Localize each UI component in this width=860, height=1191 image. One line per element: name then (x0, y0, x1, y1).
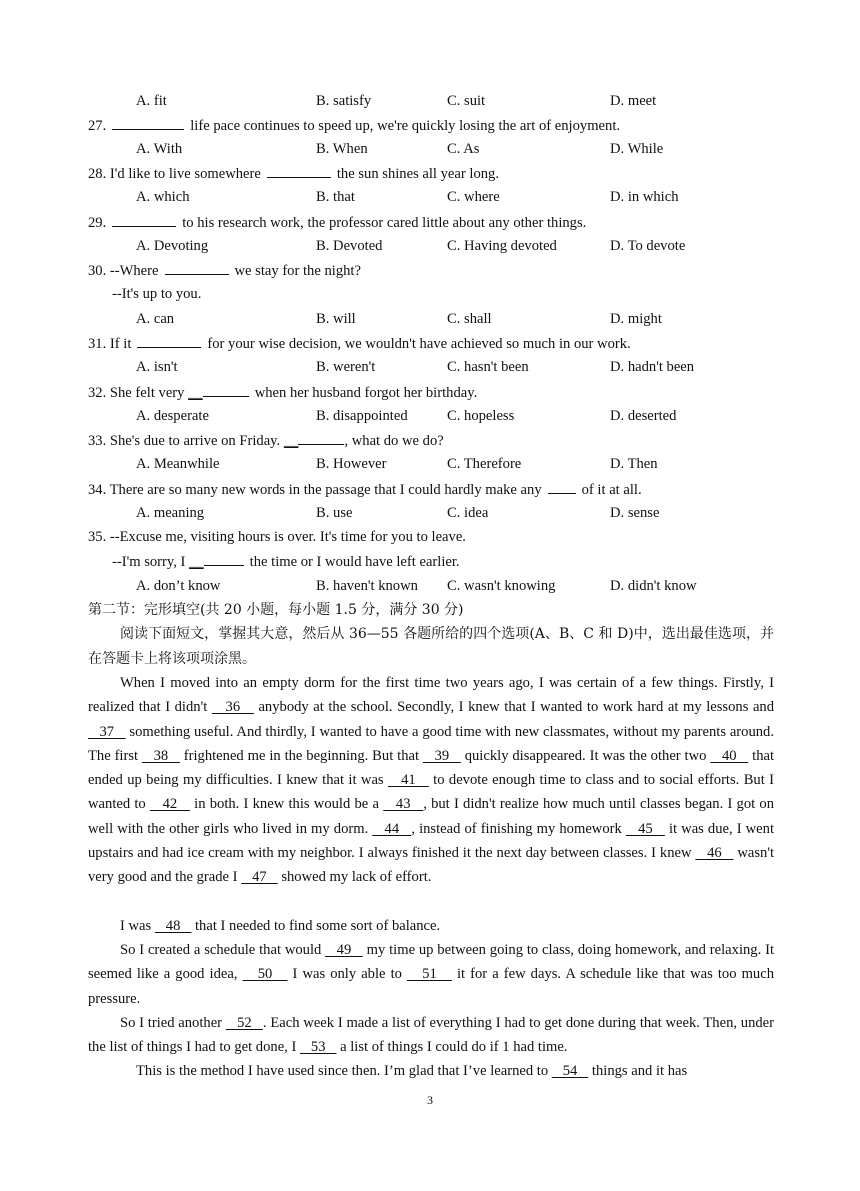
q32-text-after: when her husband forgot her birthday. (254, 385, 478, 401)
passage-blank: 52 (225, 1015, 263, 1031)
q30-option-b: B. will (316, 311, 356, 327)
section2-instruction: 阅读下面短文，掌握其大意，然后从 36—55 各题所给的四个选项(A、B、C 和 D)中，选出最佳选项，并在答题卡上将该项项涂黑。 (88, 626, 774, 667)
passage-blank: 49 (325, 942, 363, 958)
q32-option-d: D. deserted (610, 408, 677, 424)
passage-paragraph-4 (88, 1011, 774, 1060)
q32-option-b: B. disappointed (316, 408, 408, 424)
q31-option-d: D. hadn't been (610, 359, 695, 375)
q26-option-b: B. satisfy (316, 93, 372, 109)
q28-text-after: the sun shines all year long. (336, 166, 499, 182)
q33-text-before: 33. She's due to arrive on Friday. (88, 433, 281, 449)
passage-paragraph-5 (88, 1059, 774, 1083)
q26-option-c: C. suit (447, 93, 486, 109)
q27-text: life pace continues to speed up, we're quickly losing the art of enjoyment. (190, 118, 621, 134)
passage-text: I was (120, 918, 155, 934)
q28-option-d: D. in which (610, 189, 679, 205)
passage-paragraph-2 (88, 914, 774, 938)
q31-blank (137, 331, 201, 348)
q27-option-a: A. With (136, 141, 183, 157)
q33-option-a: A. Meanwhile (136, 456, 220, 472)
passage-blank: 36 (211, 699, 254, 716)
passage-text: , but I didn't realize how much until classes began. I got on well with the other girls who lived in my dorm. (88, 796, 775, 837)
passage-blank: 46 (695, 845, 734, 862)
q35-reply (112, 549, 460, 573)
passage-blank: 37 (88, 723, 126, 740)
q35-text-before: --I'm sorry, I (112, 554, 186, 570)
q30-option-a: A. can (136, 311, 175, 327)
passage-blank: 54 (551, 1063, 589, 1079)
q30-option-c: C. shall (447, 311, 492, 327)
passage-blank: 47 (241, 869, 278, 886)
passage-blank: 53 (299, 1039, 337, 1056)
passage-paragraph-3 (88, 938, 774, 1011)
q29-number: 29. (88, 215, 107, 231)
q34-blank (548, 477, 576, 494)
q33-option-c: C. Therefore (447, 456, 522, 472)
q35-text-after: the time or I would have left earlier. (249, 554, 460, 570)
passage-text: So I tried another (120, 1015, 226, 1031)
q30-option-d: D. might (610, 311, 662, 327)
passage-blank: 42 (149, 796, 190, 813)
q34-text-before: 34. There are so many new words in the passage that I could hardly make any (88, 482, 542, 498)
passage-text: things and it has (588, 1063, 688, 1079)
q35-stem: 35. --Excuse me, visiting hours is over. It's time for you to leave. (88, 529, 466, 545)
passage-blank: 51 (406, 966, 452, 983)
passage-blank: 50 (242, 966, 288, 983)
passage-text: a list of things I could do if 1 had time. (336, 1039, 568, 1056)
passage-blank: 45 (625, 820, 665, 837)
passage-text: , instead of finishing my homework (411, 820, 626, 837)
passage-text: something useful. And thirdly, I wanted to have a good time with new classmates, without my parents around. The first (88, 723, 774, 764)
passage-blank: 43 (383, 796, 424, 813)
q29-option-d: D. To devote (610, 238, 686, 254)
q27-blank (112, 113, 184, 130)
passage-text: showed my lack of effort. (277, 869, 432, 886)
q31-option-c: C. hasn't been (447, 359, 529, 375)
q31-option-a: A. isn't (136, 359, 178, 375)
q31-option-b: B. weren't (316, 359, 376, 375)
q31-text-after: for your wise decision, we wouldn't have achieved so much in our work. (207, 336, 631, 352)
q34-option-d: D. sense (610, 505, 660, 521)
q28-stem (88, 161, 499, 185)
q35-option-d: D. didn't know (610, 578, 697, 594)
passage-text: quickly disappeared. It was the other two (460, 747, 711, 764)
q33-stem (88, 428, 444, 452)
q34-option-c: C. idea (447, 505, 489, 521)
q30-text-after: we stay for the night? (234, 263, 361, 279)
passage-text: anybody at the school. Secondly, I knew that I wanted to work hard at my lessons and (253, 699, 775, 716)
passage-paragraph-1 (88, 671, 774, 890)
q33-option-d: D. Then (610, 456, 658, 472)
q32-text-before: 32. She felt very (88, 385, 185, 401)
passage-text: When I moved into an empty dorm for the first time two years ago, I was certain of a few things. Firstly, I realized that I didn't (88, 675, 774, 716)
q26-option-d: D. meet (610, 93, 657, 109)
page-number: 3 (427, 1093, 433, 1107)
q28-blank (267, 161, 331, 178)
q34-option-b: B. use (316, 505, 353, 521)
q32-option-c: C. hopeless (447, 408, 515, 424)
q33-option-b: B. However (316, 456, 387, 472)
passage-blank: 39 (422, 747, 461, 764)
q30-stem (88, 258, 361, 282)
q27-number: 27. (88, 118, 107, 134)
q35-option-a: A. don’t know (136, 578, 221, 594)
passage-blank: 44 (372, 820, 412, 837)
q29-text: to his research work, the professor cared little about any other things. (182, 215, 587, 231)
section2-heading: 第二节：完形填空(共 20 小题，每小题 1.5 分，满分 30 分) (88, 602, 464, 618)
q29-option-c: C. Having devoted (447, 238, 557, 254)
q29-option-a: A. Devoting (136, 238, 209, 254)
q34-stem (88, 477, 642, 501)
passage-text: I was only able to (287, 966, 407, 983)
q35-option-c: C. wasn't knowing (447, 578, 556, 594)
q33-blank: __ (283, 433, 299, 449)
passage-text: my time up between going to class, doing homework, and relaxing. It seemed like a good idea, (88, 942, 774, 983)
q35-blank: __ (189, 554, 204, 570)
q29-stem (88, 210, 586, 234)
passage-blank: 41 (387, 772, 429, 789)
passage-blank: 48 (154, 918, 192, 934)
passage-text: in both. I knew this would be a (189, 796, 384, 813)
passage-text: frightened me in the beginning. But that (179, 747, 423, 764)
q32-option-a: A. desperate (136, 408, 209, 424)
q26-option-a: A. fit (136, 93, 167, 109)
passage-blank: 40 (710, 747, 749, 764)
q32-stem (88, 380, 477, 404)
q33-text-after: , what do we do? (344, 433, 444, 449)
q35-option-b: B. haven't known (316, 578, 418, 594)
q30-blank (165, 258, 229, 275)
q31-text-before: 31. If it (88, 336, 132, 352)
q35-blank-line (204, 549, 244, 566)
q28-option-b: B. that (316, 189, 355, 205)
passage-text: to devote enough time to class and to social efforts. But I wanted to (88, 772, 775, 813)
q30-text-before: 30. --Where (88, 263, 159, 279)
q30-reply: --It's up to you. (112, 286, 202, 302)
passage-text: that ended up being my difficulties. I knew that it was (88, 747, 775, 789)
q32-blank-line (203, 380, 249, 397)
passage-text: This is the method I have used since then. I’m glad that I’ve learned to (136, 1063, 552, 1079)
passage-text: wasn't very good and the grade I (88, 845, 774, 886)
q29-option-b: B. Devoted (316, 238, 383, 254)
q32-blank: __ (188, 385, 203, 401)
q27-option-b: B. When (316, 141, 368, 157)
q28-text-before: 28. I'd like to live somewhere (88, 166, 261, 182)
passage-text: . Each week I made a list of everything I had to get done during that week. Then, under the list of things I had to get done, I (88, 1015, 775, 1056)
q34-text-after: of it at all. (581, 482, 642, 498)
passage-text: it was due, I went upstairs and had ice cream with my neighbor. I always finished it the next day between classes. I knew (88, 820, 775, 862)
passage-text: So I created a schedule that would (120, 942, 326, 958)
passage-text: it for a few days. A schedule like that was too much pressure. (88, 966, 774, 1007)
q27-stem (88, 113, 620, 137)
passage-text: that I needed to find some sort of balance. (191, 918, 441, 934)
q28-option-c: C. where (447, 189, 500, 205)
q27-option-d: D. While (610, 141, 664, 157)
q28-option-a: A. which (136, 189, 190, 205)
q33-blank-line (298, 428, 344, 445)
q34-option-a: A. meaning (136, 505, 205, 521)
q27-option-c: C. As (447, 141, 480, 157)
q31-stem (88, 331, 631, 355)
q29-blank (112, 210, 176, 227)
passage-blank: 38 (141, 747, 180, 764)
